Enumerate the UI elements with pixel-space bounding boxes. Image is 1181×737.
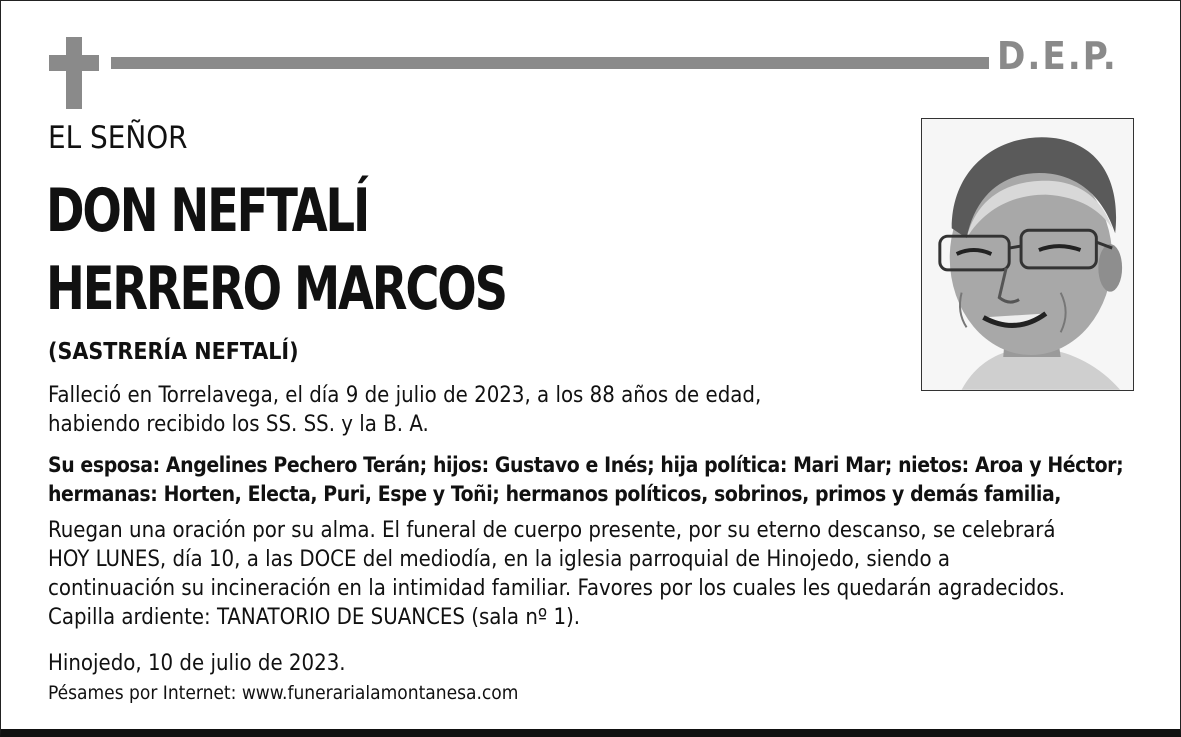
funeral-line: Ruegan una oración por su alma. El funeral de cuerpo presente, por su eterno descanso, se celebrará [48,518,1056,543]
deceased-name-line1: DON NEFTALÍ [46,176,369,246]
family-line: hermanas: Horten, Electa, Puri, Espe y Toñi; hermanos políticos, sobrinos, primos y demás familia, [48,482,1062,506]
funeral-details [48,516,1065,632]
cross-icon [49,37,99,109]
place-date: Hinojedo, 10 de julio de 2023. [48,651,346,676]
death-line: habiendo recibido los SS. SS. y la B. A. [48,412,429,437]
family-line: Su esposa: Angelines Pechero Terán; hijos: Gustavo e Inés; hija política: Mari Mar; nietos: Aroa y Héctor; [48,453,1124,477]
funeral-line: Capilla ardiente: TANATORIO DE SUANCES (sala nº 1). [48,605,581,630]
family-list [48,451,1123,509]
portrait-photo [921,118,1134,391]
death-line: Falleció en Torrelavega, el día 9 de julio de 2023, a los 88 años de edad, [48,383,762,408]
header-rule [111,57,989,69]
honorific: EL SEÑOR [48,120,188,156]
funeral-line: continuación su incineración en la intimidad familiar. Favores por los cuales les quedarán agradecidos. [48,576,1066,601]
nickname: (SASTRERÍA NEFTALÍ) [48,339,299,365]
dep-label: D.E.P. [997,34,1118,78]
death-announcement [48,381,761,439]
condolences-link: Pésames por Internet: www.funerarialamontanesa.com [48,682,519,704]
deceased-name-line2: HERRERO MARCOS [46,254,506,324]
funeral-line: HOY LUNES, día 10, a las DOCE del mediodía, en la iglesia parroquial de Hinojedo, siendo a [48,547,950,572]
